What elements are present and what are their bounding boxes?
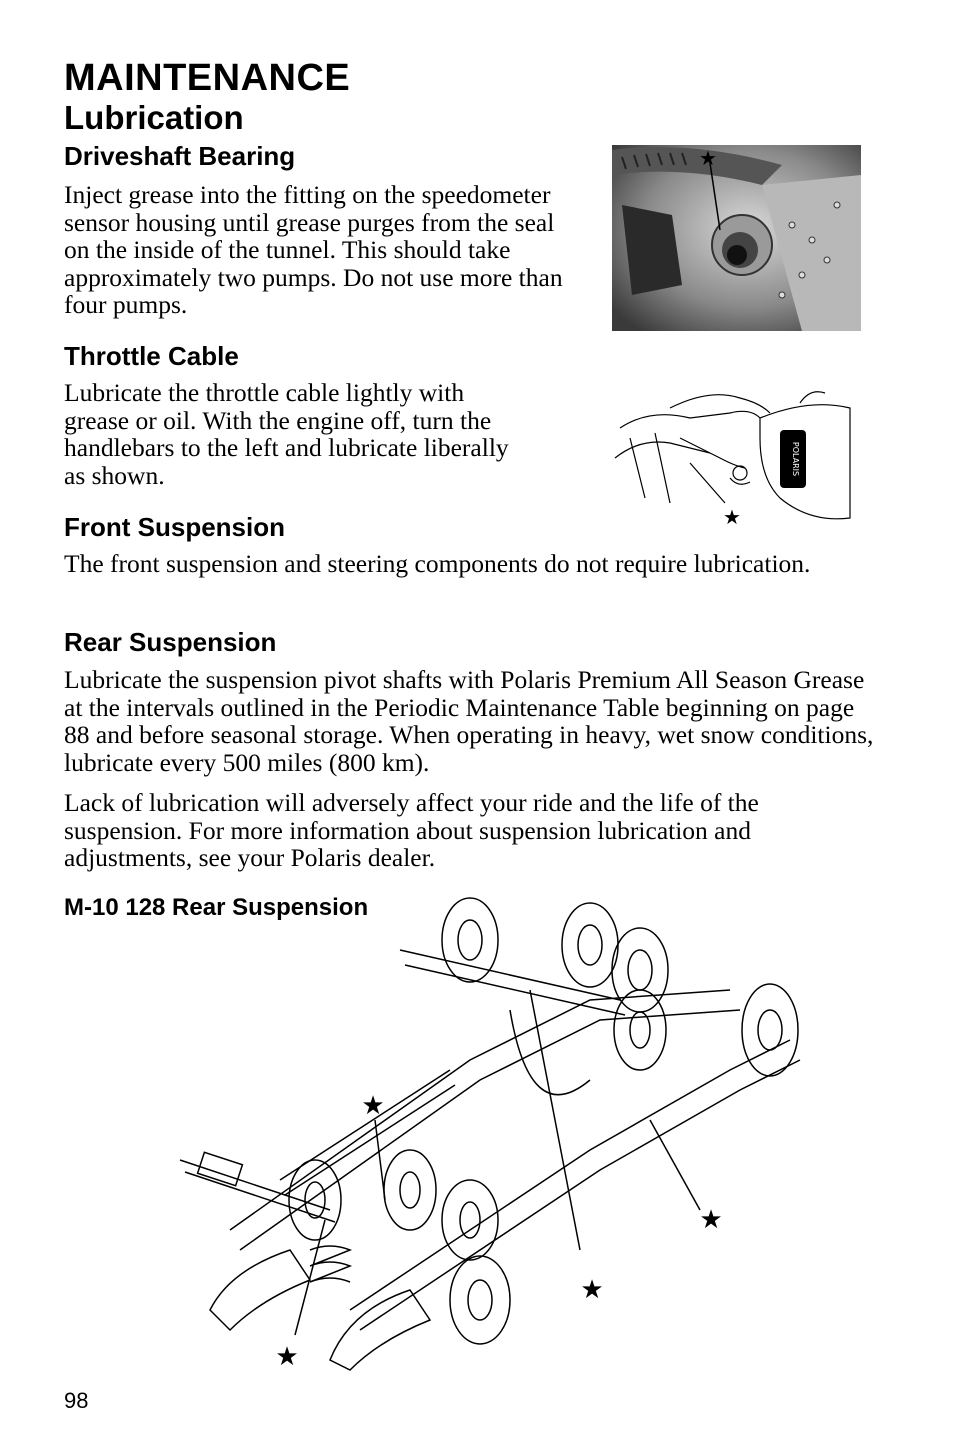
rear-suspension-illustration [170,890,810,1380]
grease-point-marker: ★ [580,1275,604,1305]
rear-suspension-heading: Rear Suspension [64,627,277,657]
driveshaft-heading: Driveshaft Bearing [64,141,296,171]
driveshaft-photo [612,145,861,331]
driveshaft-text: Inject grease into the fitting on the speedometer sensor housing until grease purges from the seal on the inside of the tunnel. This should take approximately two pumps. Do not use more than four pumps. [64,180,563,319]
rear-suspension-text-2: Lack of lubrication will adversely affect your ride and the life of the suspension. For more information about suspension lubrication and adjustments, see your Polaris dealer. [64,788,759,872]
throttle-text: Lubricate the throttle cable lightly with grease or oil. With the engine off, turn the handlebars to the left and lubricate liberally as shown. [64,378,509,490]
front-suspension-heading: Front Suspension [64,512,285,542]
section-title: MAINTENANCE [64,57,351,99]
subsection-title: Lubrication [64,99,244,136]
throttle-cable-illustration [610,378,860,528]
grease-point-marker: ★ [275,1342,299,1372]
grease-point-marker: ★ [699,1205,723,1235]
front-suspension-text: The front suspension and steering components do not require lubrication. [64,549,811,578]
grease-point-marker: ★ [361,1091,385,1121]
rear-suspension-text-1: Lubricate the suspension pivot shafts with Polaris Premium All Season Grease at the intervals outlined in the Periodic Maintenance Table beginning on page 88 and before seasonal storage. When operating in heavy, wet snow conditions, lubricate every 500 miles (800 km). [64,665,874,777]
polaris-bottle-label: POLARIS [791,441,800,477]
grease-point-marker: ★ [723,505,741,528]
page-number: 98 [64,1388,89,1413]
grease-point-marker: ★ [699,146,717,170]
throttle-heading: Throttle Cable [64,341,239,371]
figure-caption: M-10 128 Rear Suspension [64,894,369,921]
